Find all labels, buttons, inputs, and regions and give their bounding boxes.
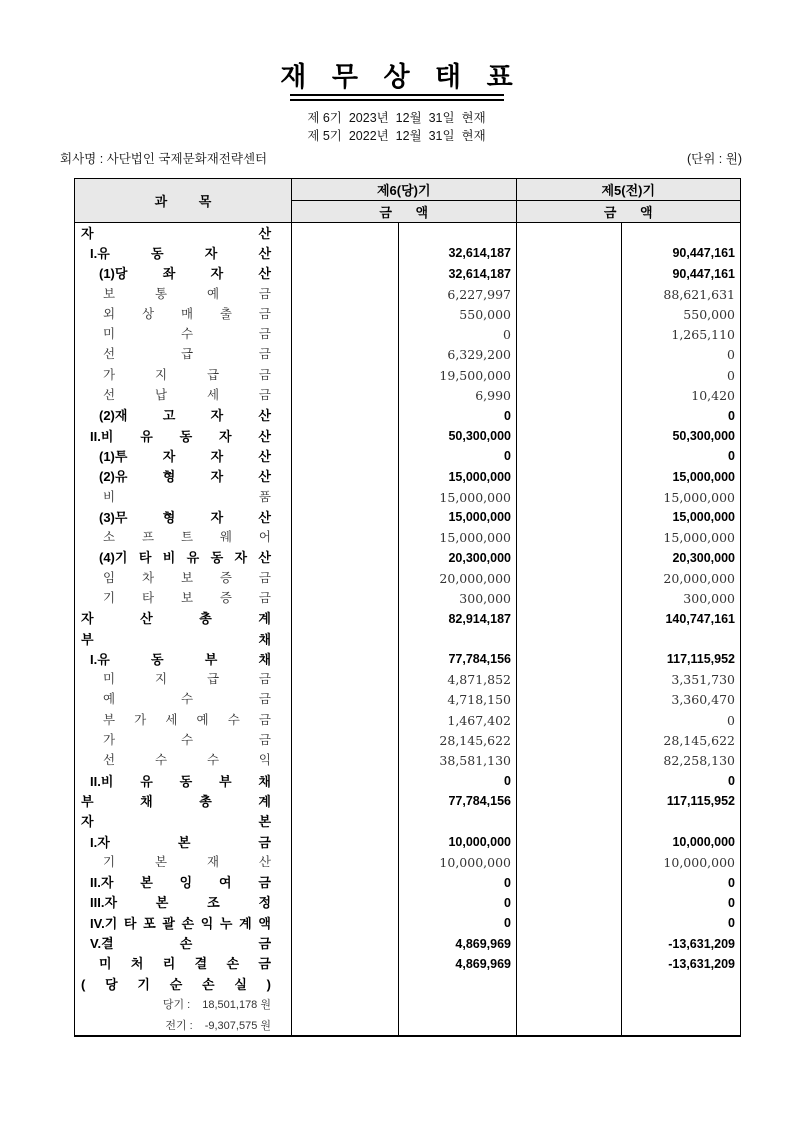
- spacer-cell: [292, 304, 399, 324]
- account-name-cell: IV.기 타 포 괄 손 익 누 계 액: [75, 913, 292, 933]
- amount-cell-prior: 1,265,110: [671, 327, 735, 343]
- account-name-cell: 가 지 급 금: [75, 365, 292, 385]
- table-row: [75, 751, 740, 771]
- spacer-cell: [292, 649, 399, 669]
- table-row: [75, 406, 740, 426]
- amount-cell-current: 4,869,969: [399, 933, 517, 953]
- amount-cell-prior: [622, 629, 740, 649]
- amount-cell-current: 77,784,156: [399, 791, 517, 811]
- company-name: 회사명 : 사단법인 국제문화재전략센터: [60, 152, 268, 166]
- spacer-cell: [517, 548, 622, 568]
- spacer-cell: [292, 913, 399, 933]
- amount-cell-prior: 0: [728, 449, 735, 464]
- account-name-cell: I.유 동 부 채: [75, 649, 292, 669]
- table-row: [75, 974, 740, 994]
- spacer-cell: [517, 629, 622, 649]
- spacer-cell: [292, 954, 399, 974]
- amount-cell-prior: 3,351,730: [671, 672, 735, 688]
- account-name-cell: 기 타 보 증 금: [75, 588, 292, 608]
- table-header: [75, 179, 740, 223]
- account-name-cell: 미 처 리 결 손 금: [75, 954, 292, 974]
- spacer-cell: [292, 406, 399, 426]
- account-name-cell: 부 채: [75, 629, 292, 649]
- spacer-cell: [517, 690, 622, 710]
- table-row: [75, 527, 740, 547]
- spacer-cell: [292, 873, 399, 893]
- account-name-cell: 미 지 급 금: [75, 670, 292, 690]
- spacer-cell: [517, 913, 622, 933]
- amount-cell-prior: [622, 812, 740, 832]
- spacer-cell: [292, 264, 399, 284]
- amount-cell-prior: 10,000,000: [672, 835, 735, 850]
- table-row: [75, 629, 740, 649]
- amount-cell-current: 15,000,000: [399, 507, 517, 527]
- spacer-cell: [292, 994, 399, 1014]
- amount-cell-current: 19,500,000: [399, 365, 517, 385]
- account-name-cell: 소 프 트 웨 어: [75, 527, 292, 547]
- table-row: [75, 426, 740, 446]
- account-name-cell: [75, 1015, 292, 1035]
- account-name-cell: 가 수 금: [75, 730, 292, 750]
- table-row: [75, 446, 740, 466]
- spacer-cell: [292, 893, 399, 913]
- prior-period-label: 제5(전)기: [517, 179, 741, 201]
- amount-cell-prior: 15,000,000: [663, 530, 735, 546]
- amount-cell-current: 6,990: [399, 385, 517, 405]
- account-name-cell: 선 납 세 금: [75, 385, 292, 405]
- amount-cell-prior: [622, 1015, 740, 1035]
- spacer-cell: [292, 832, 399, 852]
- table-row: [75, 365, 740, 385]
- amount-cell-current: 0: [399, 873, 517, 893]
- spacer-cell: [517, 345, 622, 365]
- spacer-cell: [292, 223, 399, 243]
- amount-cell-prior: 10,000,000: [663, 854, 735, 870]
- table-row: [75, 994, 740, 1014]
- account-name-cell: 비 품: [75, 487, 292, 507]
- table-row: [75, 609, 740, 629]
- account-header-cell: 과 목: [75, 179, 292, 222]
- spacer-cell: [517, 507, 622, 527]
- amount-cell-current: 1,467,402: [399, 710, 517, 730]
- note-value: 18,501,178 원: [202, 999, 271, 1012]
- amount-cell-prior: -13,631,209: [668, 936, 735, 951]
- spacer-cell: [292, 487, 399, 507]
- spacer-cell: [517, 649, 622, 669]
- spacer-cell: [517, 852, 622, 872]
- spacer-cell: [517, 568, 622, 588]
- spacer-cell: [292, 730, 399, 750]
- spacer-cell: [292, 791, 399, 811]
- amount-cell-current: 4,871,852: [399, 670, 517, 690]
- account-name-cell: 선 급 금: [75, 345, 292, 365]
- table-row: [75, 893, 740, 913]
- amount-cell-prior: 0: [728, 916, 735, 931]
- account-name-cell: 선 수 수 익: [75, 751, 292, 771]
- amount-cell-prior: 0: [728, 774, 735, 789]
- account-name-cell: (1)당 좌 자 산: [75, 264, 292, 284]
- spacer-cell: [292, 527, 399, 547]
- spacer-cell: [517, 730, 622, 750]
- table-row: [75, 487, 740, 507]
- account-name-cell: 미 수 금: [75, 324, 292, 344]
- spacer-cell: [517, 933, 622, 953]
- amount-cell-prior: 0: [727, 347, 735, 363]
- account-name-cell: 자 산: [75, 223, 292, 243]
- amount-cell-prior: 300,000: [683, 590, 735, 606]
- spacer-cell: [292, 751, 399, 771]
- amount-cell-prior: 15,000,000: [663, 489, 735, 505]
- table-body: [75, 223, 740, 1035]
- account-name-cell: V.결 손 금: [75, 933, 292, 953]
- amount-cell-current: 4,718,150: [399, 690, 517, 710]
- amount-cell-prior: 117,115,952: [666, 652, 735, 667]
- amount-cell-prior: [622, 994, 740, 1014]
- spacer-cell: [292, 446, 399, 466]
- amount-cell-current: 0: [399, 406, 517, 426]
- unit-label: (단위 : 원): [687, 152, 742, 166]
- table-row: [75, 548, 740, 568]
- table-row: [75, 649, 740, 669]
- balance-sheet-table: [74, 178, 741, 1037]
- spacer-cell: [517, 426, 622, 446]
- amount-cell-current: [399, 1015, 517, 1035]
- table-row: [75, 690, 740, 710]
- account-name-cell: (2)유 형 자 산: [75, 467, 292, 487]
- amount-cell-prior: 10,420: [691, 388, 735, 404]
- table-row: [75, 243, 740, 263]
- amount-cell-prior: 15,000,000: [672, 510, 735, 525]
- table-row: [75, 345, 740, 365]
- spacer-cell: [292, 933, 399, 953]
- amount-cell-current: 32,614,187: [399, 264, 517, 284]
- spacer-cell: [292, 670, 399, 690]
- amount-cell-current: 0: [399, 446, 517, 466]
- account-name-cell: 외 상 매 출 금: [75, 304, 292, 324]
- title-underline: [290, 94, 504, 101]
- account-name-cell: I.유 동 자 산: [75, 243, 292, 263]
- amount-cell-current: [399, 812, 517, 832]
- amount-cell-prior: 0: [728, 408, 735, 423]
- amount-cell-current: 300,000: [399, 588, 517, 608]
- current-period-header: [292, 179, 517, 222]
- amount-cell-prior: 0: [727, 712, 735, 728]
- amount-cell-current: 15,000,000: [399, 487, 517, 507]
- amount-cell-current: 32,614,187: [399, 243, 517, 263]
- table-row: [75, 304, 740, 324]
- account-name-cell: 부 가 세 예 수 금: [75, 710, 292, 730]
- table-row: [75, 264, 740, 284]
- spacer-cell: [517, 771, 622, 791]
- amount-cell-prior: 90,447,161: [672, 246, 735, 261]
- amount-cell-prior: [622, 223, 740, 243]
- spacer-cell: [292, 426, 399, 446]
- amount-cell-prior: 3,360,470: [671, 692, 735, 708]
- account-name-cell: 예 수 금: [75, 690, 292, 710]
- spacer-cell: [517, 873, 622, 893]
- period-line-prior: 제 5기 2022년 12월 31일 현재: [307, 129, 486, 143]
- account-name-cell: 기 본 재 산: [75, 852, 292, 872]
- amount-cell-current: 10,000,000: [399, 852, 517, 872]
- table-row: [75, 1015, 740, 1035]
- amount-cell-prior: 0: [728, 895, 735, 910]
- table-row: [75, 710, 740, 730]
- amount-cell-current: 0: [399, 771, 517, 791]
- amount-cell-current: 6,329,200: [399, 345, 517, 365]
- spacer-cell: [517, 446, 622, 466]
- spacer-cell: [292, 243, 399, 263]
- account-name-cell: 자 본: [75, 812, 292, 832]
- amount-cell-prior: 20,300,000: [672, 550, 735, 565]
- amount-cell-prior: 0: [728, 875, 735, 890]
- spacer-cell: [292, 385, 399, 405]
- spacer-cell: [292, 690, 399, 710]
- page-title: 재 무 상 태 표: [280, 62, 522, 92]
- amount-cell-current: 20,000,000: [399, 568, 517, 588]
- spacer-cell: [517, 974, 622, 994]
- amount-cell-current: 77,784,156: [399, 649, 517, 669]
- title-block: [0, 60, 793, 101]
- spacer-cell: [517, 324, 622, 344]
- spacer-cell: [292, 852, 399, 872]
- amount-cell-prior: 82,258,130: [663, 753, 735, 769]
- table-row: [75, 771, 740, 791]
- amount-cell-prior: 20,000,000: [663, 570, 735, 586]
- amount-cell-current: 0: [399, 913, 517, 933]
- amount-cell-current: 0: [399, 324, 517, 344]
- spacer-cell: [517, 832, 622, 852]
- account-name-cell: I.자 본 금: [75, 832, 292, 852]
- amount-cell-current: 4,869,969: [399, 954, 517, 974]
- spacer-cell: [517, 751, 622, 771]
- current-period-label: 제6(당)기: [292, 179, 516, 201]
- amount-cell-prior: 88,621,631: [663, 286, 735, 302]
- table-row: [75, 913, 740, 933]
- amount-cell-current: [399, 223, 517, 243]
- amount-cell-current: [399, 629, 517, 649]
- spacer-cell: [517, 223, 622, 243]
- amount-cell-current: [399, 974, 517, 994]
- amount-cell-current: 10,000,000: [399, 832, 517, 852]
- amount-cell-prior: 550,000: [683, 306, 735, 322]
- table-row: [75, 568, 740, 588]
- spacer-cell: [517, 994, 622, 1014]
- amount-cell-current: 6,227,997: [399, 284, 517, 304]
- spacer-cell: [517, 243, 622, 263]
- spacer-cell: [292, 771, 399, 791]
- amount-cell-current: 15,000,000: [399, 527, 517, 547]
- amount-cell-current: 82,914,187: [399, 609, 517, 629]
- spacer-cell: [517, 467, 622, 487]
- table-row: [75, 284, 740, 304]
- amount-cell-prior: 140,747,161: [665, 611, 735, 626]
- current-amount-label: 금 액: [379, 205, 439, 220]
- amount-cell-prior: [622, 974, 740, 994]
- amount-cell-prior: 117,115,952: [666, 794, 735, 809]
- spacer-cell: [517, 812, 622, 832]
- table-row: [75, 873, 740, 893]
- spacer-cell: [517, 710, 622, 730]
- amount-cell-current: 28,145,622: [399, 730, 517, 750]
- account-name-cell: 자 산 총 계: [75, 609, 292, 629]
- table-row: [75, 730, 740, 750]
- spacer-cell: [517, 1015, 622, 1035]
- amount-cell-current: 20,300,000: [399, 548, 517, 568]
- amount-cell-current: 50,300,000: [399, 426, 517, 446]
- spacer-cell: [517, 893, 622, 913]
- amount-cell-current: 15,000,000: [399, 467, 517, 487]
- spacer-cell: [292, 507, 399, 527]
- period-block: [0, 109, 793, 145]
- spacer-cell: [292, 568, 399, 588]
- spacer-cell: [292, 609, 399, 629]
- table-row: [75, 324, 740, 344]
- spacer-cell: [292, 548, 399, 568]
- table-row: [75, 933, 740, 953]
- prior-amount-label: 금 액: [603, 205, 663, 220]
- spacer-cell: [517, 304, 622, 324]
- table-row: [75, 852, 740, 872]
- spacer-cell: [517, 527, 622, 547]
- account-name-cell: III.자 본 조 정: [75, 893, 292, 913]
- spacer-cell: [292, 345, 399, 365]
- table-row: [75, 812, 740, 832]
- account-name-cell: (1)투 자 자 산: [75, 446, 292, 466]
- spacer-cell: [517, 791, 622, 811]
- company-row: [60, 149, 742, 167]
- table-row: [75, 588, 740, 608]
- amount-cell-current: 0: [399, 893, 517, 913]
- spacer-cell: [517, 385, 622, 405]
- account-name-cell: [75, 994, 292, 1014]
- spacer-cell: [517, 284, 622, 304]
- account-name-cell: (3)무 형 자 산: [75, 507, 292, 527]
- spacer-cell: [292, 974, 399, 994]
- table-row: [75, 507, 740, 527]
- amount-cell-prior: 28,145,622: [663, 733, 735, 749]
- spacer-cell: [292, 284, 399, 304]
- amount-cell-prior: 0: [727, 367, 735, 383]
- amount-cell-prior: 15,000,000: [672, 469, 735, 484]
- table-row: [75, 791, 740, 811]
- amount-cell-current: [399, 994, 517, 1014]
- note-value: -9,307,575 원: [204, 1019, 271, 1032]
- spacer-cell: [292, 467, 399, 487]
- table-row: [75, 832, 740, 852]
- spacer-cell: [517, 588, 622, 608]
- spacer-cell: [292, 710, 399, 730]
- prior-period-header: [517, 179, 741, 222]
- spacer-cell: [292, 629, 399, 649]
- period-line-current: 제 6기 2023년 12월 31일 현재: [307, 111, 486, 125]
- spacer-cell: [517, 670, 622, 690]
- account-name-cell: 보 통 예 금: [75, 284, 292, 304]
- account-name-cell: ( 당 기 순 손 실 ): [75, 974, 292, 994]
- table-row: [75, 385, 740, 405]
- amount-cell-prior: 90,447,161: [672, 266, 735, 281]
- amount-cell-prior: -13,631,209: [668, 956, 735, 971]
- spacer-cell: [517, 954, 622, 974]
- account-name-cell: (2)재 고 자 산: [75, 406, 292, 426]
- spacer-cell: [517, 487, 622, 507]
- spacer-cell: [292, 365, 399, 385]
- amount-cell-current: 550,000: [399, 304, 517, 324]
- account-name-cell: II.비 유 동 부 채: [75, 771, 292, 791]
- note-label: 전기 :: [165, 1019, 193, 1032]
- spacer-cell: [292, 588, 399, 608]
- account-name-cell: 임 차 보 증 금: [75, 568, 292, 588]
- spacer-cell: [517, 609, 622, 629]
- amount-cell-prior: 50,300,000: [672, 429, 735, 444]
- spacer-cell: [292, 1015, 399, 1035]
- table-row: [75, 954, 740, 974]
- spacer-cell: [517, 264, 622, 284]
- spacer-cell: [292, 812, 399, 832]
- spacer-cell: [517, 365, 622, 385]
- account-name-cell: II.비 유 동 자 산: [75, 426, 292, 446]
- table-row: [75, 467, 740, 487]
- account-name-cell: 부 채 총 계: [75, 791, 292, 811]
- table-row: [75, 670, 740, 690]
- account-name-cell: II.자 본 잉 여 금: [75, 873, 292, 893]
- spacer-cell: [517, 406, 622, 426]
- account-name-cell: (4)기 타 비 유 동 자 산: [75, 548, 292, 568]
- amount-cell-current: 38,581,130: [399, 751, 517, 771]
- note-label: 당기 :: [162, 999, 191, 1012]
- table-row: [75, 223, 740, 243]
- spacer-cell: [292, 324, 399, 344]
